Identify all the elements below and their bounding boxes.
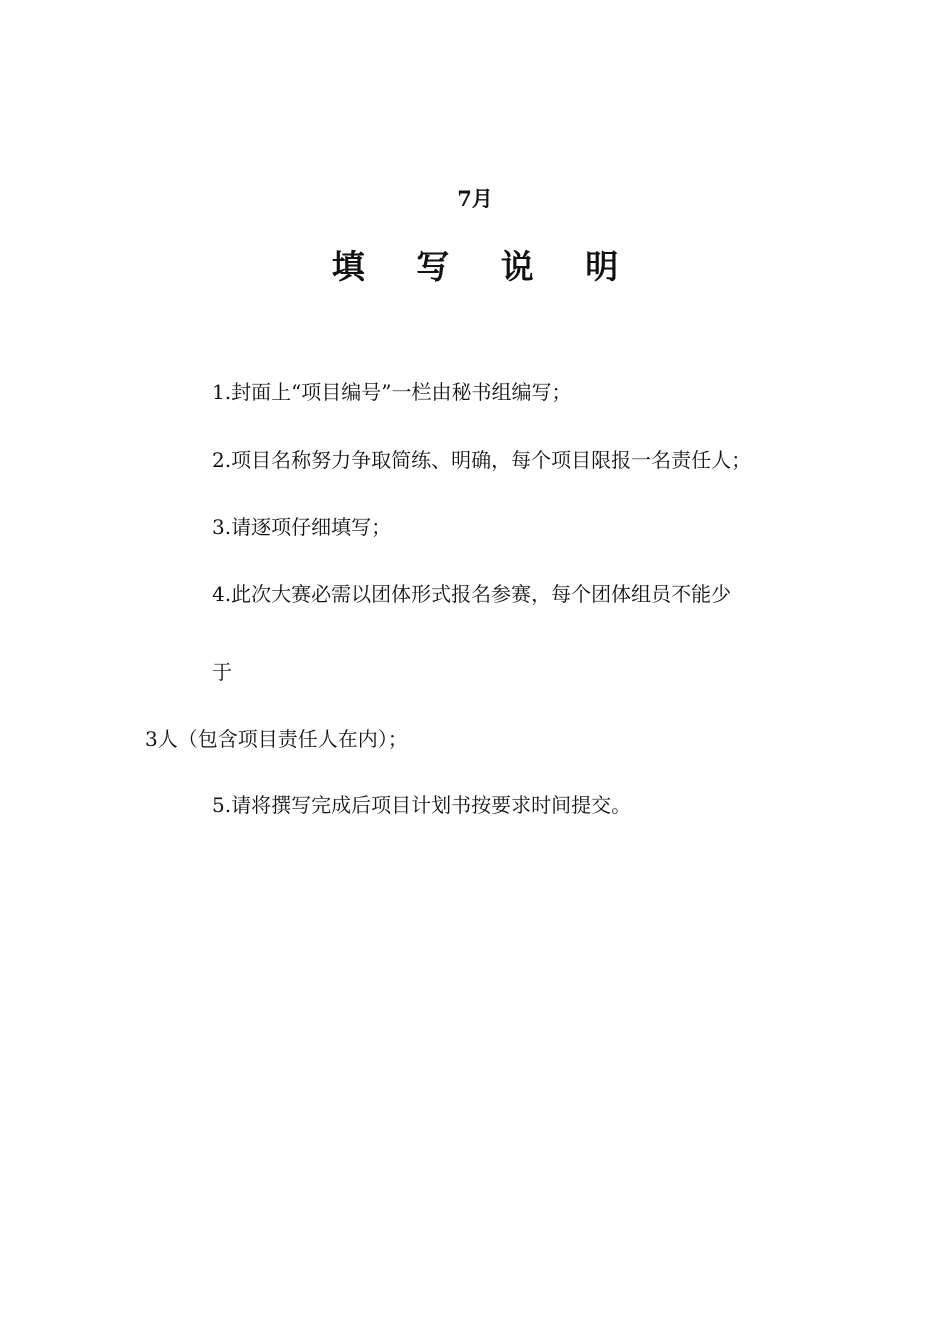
instruction-item-1: 1.封面上“项目编号”一栏由秘书组编写； (212, 380, 572, 404)
instruction-item-5: 5.请将撰写完成后项目计划书按要求时间提交。 (212, 793, 632, 817)
instruction-item-4-wrap: 3人（包含项目责任人在内）； (145, 727, 408, 751)
page-title: 填 写 说 明 (331, 247, 639, 286)
month-label: 7月 (457, 186, 493, 211)
instruction-item-4-continued: 于 (212, 660, 232, 684)
instruction-item-2: 2.项目名称努力争取简练、明确，每个项目限报一名责任人； (212, 448, 752, 472)
instruction-item-4: 4.此次大赛必需以团体形式报名参赛，每个团体组员不能少 (212, 582, 732, 606)
instruction-item-3: 3.请逐项仔细填写； (212, 515, 392, 539)
